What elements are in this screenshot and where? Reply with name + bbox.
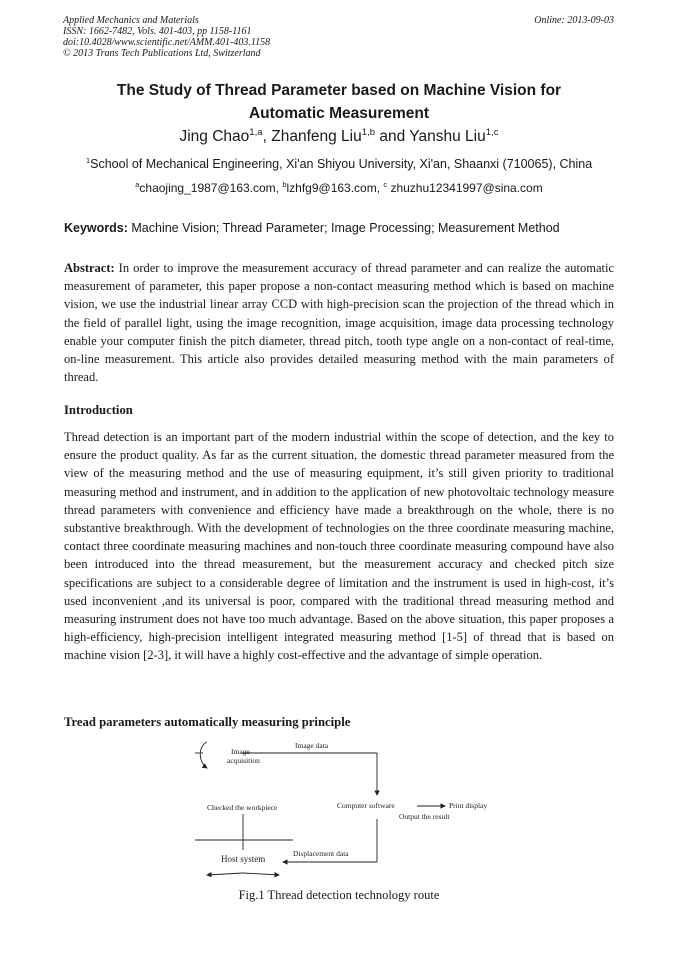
label-acquisition: acquisition [227,756,260,765]
issn-line: ISSN: 1662-7482, Vols. 401-403, pp 1158-1161 [63,26,252,37]
online-date: Online: 2013-09-03 [534,15,614,26]
author-list [0,128,678,146]
author-affiliation-mark: 1,c [485,126,499,138]
email-address[interactable]: lzhfg9@163.com [286,181,377,195]
email-mark: c [383,180,388,189]
paper-title-line-2: Automatic Measurement [248,105,429,122]
abstract-label: Abstract: [64,261,115,275]
label-checked-workpiece: Checked the workpiece [207,803,278,812]
label-host-system: Host system [221,854,266,864]
label-output-result: Output the result [399,812,450,821]
label-image-data: Image data [295,741,329,750]
author-separator: , [262,128,272,145]
email-address[interactable]: chaojing_1987@163.com [139,181,276,195]
label-print-display: Print display [449,801,488,810]
diagram-arrow [207,873,243,875]
author-name: Zhanfeng Liu [271,128,362,145]
affiliation-mark: 1 [85,155,91,165]
paper-title-line-1: The Study of Thread Parameter based on Machine Vision for [116,82,562,99]
author-affiliation-mark: 1,b [361,126,376,138]
author-affiliation-mark: 1,a [249,126,263,138]
label-displacement-data: Displacement data [293,849,349,858]
doi-line: doi:10.4028/www.scientific.net/AMM.401-403.1158 [63,37,271,48]
copyright-line: © 2013 Trans Tech Publications Ltd, Switzerland [63,48,261,59]
affiliation-text: School of Mechanical Engineering, Xi'an Shiyou University, Xi'an, Shaanxi (710065), China [90,157,593,171]
rotation-arrow [200,742,207,768]
introduction-heading: Introduction [64,403,133,417]
email-address[interactable]: zhuzhu12341997@sina.com [387,181,543,195]
thread-detection-diagram [195,732,515,882]
author-name: Yanshu Liu [409,128,486,145]
author-name: Jing Chao [179,128,250,145]
email-list [0,181,678,195]
journal-name: Applied Mechanics and Materials [63,15,199,26]
figure-caption: Fig.1 Thread detection technology route [238,888,440,902]
email-separator: , [376,181,384,195]
keywords-text: Machine Vision; Thread Parameter; Image Processing; Measurement Method [127,221,560,235]
label-image: Image [231,747,250,756]
keywords-label: Keywords: [64,221,128,235]
diagram-arrow [243,873,279,875]
label-computer-software: Computer software [337,801,395,810]
introduction-text: Thread detection is an important part of the modern industrial within the scope of detection, and the key to ensure the product quality. As far as the current situation, the domestic thread parameter measured from the view of the measuring method and the use of measuring equipment, it’s still given priority to traditional measuring method and instrument, and in addition to the application of new photovoltaic technology measure thread parameters with convenience and efficiency have made a breakthrough on the whole, there is no substantive breakthrough. With the development of technologies on the three coordinate measuring machine, contact three coordinate measuring machines and non-touch three coordinate measuring compound have also been introduced into the thread measurement, but the measurement accuracy and checked pitch size specifications are subject to a considerable degree of limitation and the instrument is used in high-cost, it’s used inconvenient ,and its universal is poor, compared with the traditional thread measuring method and measuring instrument does not have too much advantage. Based on the above situation, this paper proposes a high-efficiency, high-precision intelligent integrated measuring method [1-5] of thread that is based on machine vision [2-3], it will have a highly cost-effective and the advantage of simple operation. [64,430,614,663]
author-and: and [375,128,410,145]
email-separator: , [275,181,283,195]
abstract [64,259,614,386]
email-mark: b [282,180,287,189]
affiliation [0,157,678,171]
abstract-text: In order to improve the measurement accuracy of thread parameter and can realize the automatic measurement of parameter, this paper propose a non-contact measuring method which is based on machine vision, we use the industrial linear array CCD with high-precision scan the projection of the thread which in the field of parallel light, using the image recognition, image acquisition, image data processing technology enable your computer finish the pitch diameter, thread pitch, tooth type angle on a non-contact of real-time, on-line measurement. This article also provides detailed measuring method with the main parameters of thread. [64,261,614,385]
email-mark: a [135,180,140,189]
keywords [64,221,624,235]
principle-heading: Tread parameters automatically measuring principle [64,715,351,729]
